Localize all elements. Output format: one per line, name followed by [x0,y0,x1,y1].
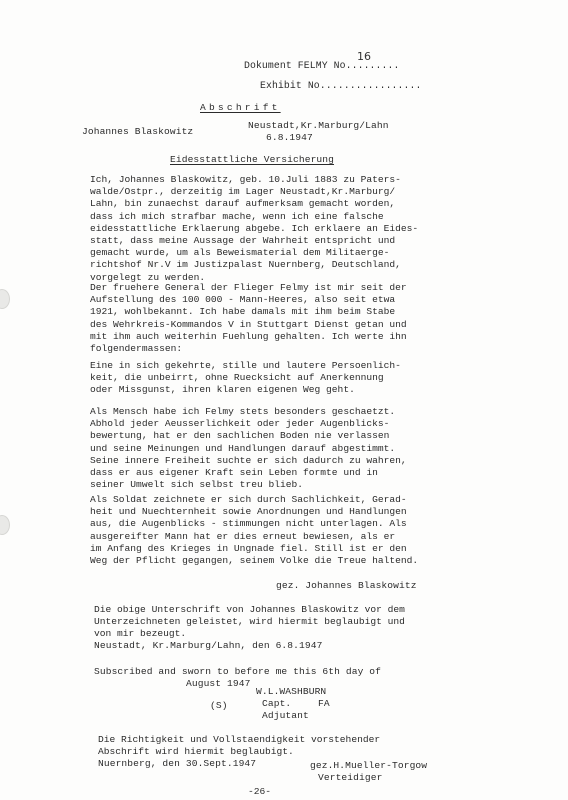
washburn-role: Adjutant [262,710,309,721]
author-name: Johannes Blaskowitz [82,126,194,137]
signature-blaskowitz: gez. Johannes Blaskowitz [276,580,417,591]
text-line: richtshof Nr.V im Justizpalast Nuernberg, Deutschland, [90,259,401,271]
paragraph-5 [90,494,450,567]
text-line: heit und Nuechternheit sowie Anordnungen und Handlungen [90,506,407,518]
text-line: walde/Ostpr., derzeitig im Lager Neustadt,Kr.Marburg/ [90,186,396,198]
seal-mark: (S) [210,700,228,711]
text-line: Eine in sich gekehrte, stille und lautere Persoenlich- [90,360,401,371]
certification-place-date: Neustadt, Kr.Marburg/Lahn, den 6.8.1947 [94,640,323,651]
defender-name: gez.H.Mueller-Torgow [310,760,428,771]
text-line: Aufstellung des 100 000 - Mann-Heeres, also seit etwa [90,294,396,306]
text-line: und seine Meinungen und Handlungen darauf abgestimmt. [90,442,396,454]
text-line: mit ihm auch weiterhin Fuehlung gehalten. Ich werte ihn [90,330,407,342]
correctness-place-date: Nuernberg, den 30.Sept.1947 [98,758,257,769]
text-line: seiner Umwelt sich selbst treu blieb. [90,479,304,491]
text-line: Die obige Unterschrift von Johannes Blaskowitz vor dem [94,604,405,615]
text-line: dass ich mich strafbar mache, wenn ich eine falsche [90,210,384,222]
exhibit-line: Exhibit No................. [260,80,422,91]
text-line: oder Missgunst, ihren klaren eigenen Weg geht. [90,384,355,396]
punch-hole [0,515,10,535]
defender-role: Verteidiger [318,772,383,783]
text-line: keit, die unbeirrt, ohne Ruecksicht auf Anerkennung [90,372,384,384]
text-line: gemacht wurde, um als Beweismaterial dem Militaerge- [90,247,390,259]
sworn-statement: Subscribed and sworn to before me this 6th day of [94,666,382,677]
text-line: folgendermassen: [90,343,183,355]
text-line: Unterzeichneten geleistet, wird hiermit beglaubigt und [94,616,405,628]
dokument-number: 16 [357,50,371,63]
washburn-branch: FA [318,698,330,709]
text-line: Als Soldat zeichnete er sich durch Sachlichkeit, Gerad- [90,494,407,505]
text-line: Als Mensch habe ich Felmy stets besonders geschaetzt. [90,406,396,417]
text-line: Abschrift wird hiermit beglaubigt. [98,746,294,758]
place-date-line1: Neustadt,Kr.Marburg/Lahn [248,120,389,131]
text-line: Lahn, bin zunaechst darauf aufmerksam gemacht worden, [90,198,396,210]
sworn-date: August 1947 [186,678,251,689]
text-line: vorgelegt zu werden. [90,271,206,283]
text-line: aus, die Augenblicks - stimmungen nicht unterlagen. Als [90,518,407,530]
text-line: von mir bezeugt. [94,628,187,640]
correctness-block [98,734,458,758]
text-line: Der fruehere General der Flieger Felmy ist mir seit der [90,282,407,293]
text-line: Die Richtigkeit und Vollstaendigkeit vorstehender [98,734,381,745]
text-line: Ich, Johannes Blaskowitz, geb. 10.Juli 1883 zu Paters- [90,174,401,185]
text-line: 1921, wohlbekannt. Ich habe damals mit ihm beim Stabe [90,306,396,318]
dokument-line: Dokument FELMY No......... [244,60,400,71]
punch-hole [0,289,10,309]
text-line: Weg der Pflicht gegangen, seinem Volke die Treue haltend. [90,555,419,567]
place-date-line2: 6.8.1947 [266,132,313,143]
page-number: -26- [248,786,272,797]
text-line: statt, dass meine Aussage der Wahrheit entspricht und [90,235,396,247]
paragraph-1 [90,174,450,284]
section-heading: Eidesstattliche Versicherung [170,154,335,165]
text-line: bewertung, hat er den sachlichen Boden nie verlassen [90,430,390,442]
paragraph-3 [90,360,450,397]
text-line: eidesstattliche Erklaerung abgebe. Ich erklaere an Eides- [90,222,419,234]
text-line: Abhold jeder Aeusserlichkeit oder jeder Augenblicks- [90,418,390,430]
document-title: Abschrift [200,102,281,113]
text-line: dass er aus eigener Kraft sein Leben formte und in [90,467,378,479]
washburn-rank: Capt. [262,698,292,709]
certification-block [94,604,454,641]
text-line: ausgereifter Mann hat er dies erneut bewiesen, als er [90,530,396,542]
paragraph-2 [90,282,450,355]
washburn-name: W.L.WASHBURN [256,686,327,697]
paragraph-4 [90,406,450,491]
text-line: im Anfang des Krieges in Ungnade fiel. Still ist er den [90,542,407,554]
text-line: des Wehrkreis-Kommandos V in Stuttgart Dienst getan und [90,318,407,330]
text-line: Seine innere Freiheit suchte er sich dadurch zu wahren, [90,454,407,466]
